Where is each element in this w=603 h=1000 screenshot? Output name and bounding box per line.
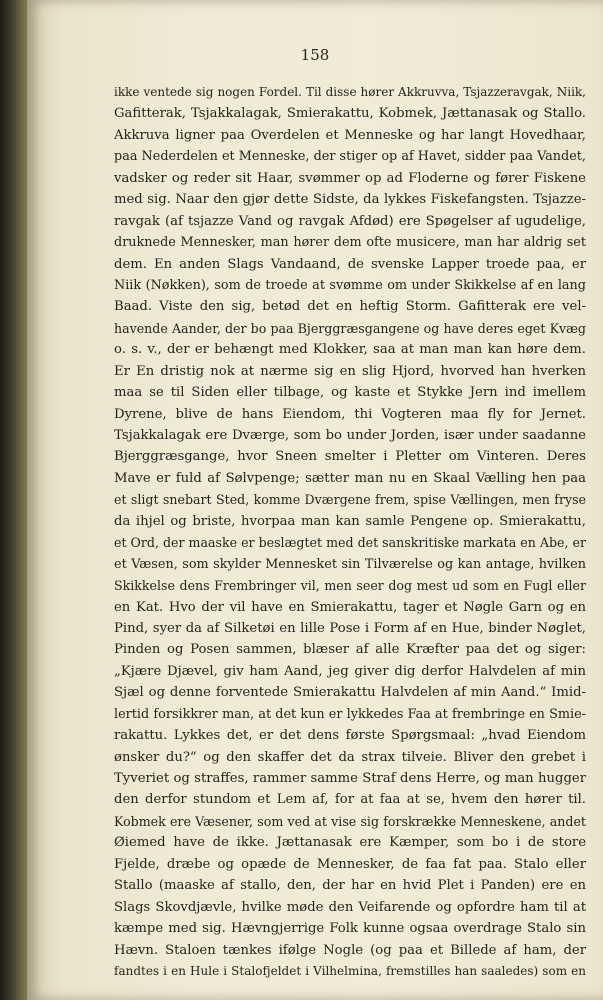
text-line: o. s. v., der er behængt med Klokker, saa at man man kan høre dem. <box>114 342 586 358</box>
text-line: Akkruva ligner paa Overdelen et Menneske og har langt Hovedhaar, <box>114 127 586 143</box>
text-line: da ihjel og briste, hvorpaa man kan samle Pengene op. Smierakattu, <box>114 513 586 529</box>
text-line: et sligt snebart Sted, komme Dværgene frem, spise Vællingen, men fryse <box>114 492 586 508</box>
text-line: Fjelde, dræbe og opæde de Mennesker, de faa fat paa. Stalo eller <box>114 856 586 872</box>
text-line: havende Aander, der bo paa Bjerggræsgangene og have deres eget Kvæg <box>114 320 586 336</box>
text-line: Sjæl og denne forventede Smierakattu Halvdelen af min Aand.“ Imid- <box>114 685 586 701</box>
text-line: Niik (Nøkken), som de troede at svømme om under Skikkelse af en lang <box>114 277 586 293</box>
text-line: ikke ventede sig nogen Fordel. Til disse hører Akkruvva, Tsjazzeravgak, Niik, <box>114 85 586 99</box>
book-binding <box>0 0 30 1000</box>
text-line: Er En dristig nok at nærme sig en slig Hjord, hvorved han hverken <box>114 363 586 379</box>
text-line: Baad. Viste den sig, betød det en heftig Storm. Gafitterak ere vel- <box>114 299 586 315</box>
text-line: ønsker du?“ og den skaffer det da strax tilveie. Bliver den grebet i <box>114 749 586 765</box>
body-text <box>114 82 586 982</box>
text-line: dem. En anden Slags Vandaand, de svenske Lapper troede paa, er <box>114 256 586 272</box>
text-line: „Kjære Djævel, giv ham Aand, jeg giver dig derfor Halvdelen af min <box>114 663 586 679</box>
text-line: et Ord, der maaske er beslægtet med det sanskritiske markata en Abe, er <box>114 535 586 551</box>
text-line: Mave er fuld af Sølvpenge; sætter man nu en Skaal Vælling hen paa <box>114 470 586 486</box>
text-line: med sig. Naar den gjør dette Sidste, da lykkes Fiskefangsten. Tsjazze- <box>114 192 586 208</box>
book-page <box>27 0 603 1000</box>
text-line: maa se til Siden eller tilbage, og kaste et Stykke Jern ind imellem <box>114 385 586 401</box>
text-line: Tsjakkalagak ere Dværge, som bo under Jorden, især under saadanne <box>114 428 586 443</box>
text-line: lertid forsikkrer man, at det kun er lykkedes Faa at frembringe en Smie- <box>114 706 586 722</box>
text-line: Pinden og Posen sammen, blæser af alle Kræfter paa det og siger: <box>114 642 586 658</box>
text-line: paa Nederdelen et Menneske, der stiger op af Havet, sidder paa Vandet, <box>114 149 586 165</box>
text-line: Pind, syer da af Silketøi en lille Pose i Form af en Hue, binder Nøglet, <box>114 620 586 636</box>
text-line: en Kat. Hvo der vil have en Smierakattu, tager et Nøgle Garn og en <box>114 599 586 615</box>
text-line: Skikkelse dens Frembringer vil, men seer dog mest ud som en Fugl eller <box>114 578 586 594</box>
text-line: fandtes i en Hule i Stalofjeldet i Vilhelmina, fremstilles han saaledes) som en <box>114 963 586 978</box>
text-line: Bjerggræsgange, hvor Sneen smelter i Pletter om Vinteren. Deres <box>114 449 586 465</box>
text-line: den derfor stundom et Lem af, for at faa at se, hvem den hører til. <box>114 792 586 808</box>
text-line: Slags Skovdjævle, hvilke møde den Veifarende og opfordre ham til at <box>114 899 586 915</box>
text-line: vadsker og reder sit Haar, svømmer op ad Floderne og fører Fiskene <box>114 170 586 186</box>
text-line: et Væsen, som skylder Mennesket sin Tilværelse og kan antage, hvilken <box>114 556 586 572</box>
text-line: Gafitterak, Tsjakkalagak, Smierakattu, Kobmek, Jættanasak og Stallo. <box>114 106 586 122</box>
text-line: Tyveriet og straffes, rammer samme Straf dens Herre, og man hugger <box>114 771 586 786</box>
page-number: 158 <box>300 46 330 64</box>
text-line: druknede Mennesker, man hører dem ofte musicere, man har aldrig set <box>114 235 586 251</box>
text-line: Hævn. Staloen tænkes ifølge Nogle (og paa et Billede af ham, der <box>114 942 586 958</box>
text-line: Øiemed have de ikke. Jættanasak ere Kæmper, som bo i de store <box>114 835 586 851</box>
text-line: rakattu. Lykkes det, er det dens første Spørgsmaal: „hvad Eiendom <box>114 728 586 744</box>
text-line: kæmpe med sig. Hævngjerrige Folk kunne ogsaa overdrage Stalo sin <box>114 921 586 937</box>
text-line: Kobmek ere Væsener, som ved at vise sig forskrække Menneskene, andet <box>114 813 586 829</box>
text-line: ravgak (af tsjazze Vand og ravgak Afdød) ere Spøgelser af ugudelige, <box>114 213 586 229</box>
text-line: Stallo (maaske af stallo, den, der har en hvid Plet i Panden) ere en <box>114 878 586 894</box>
text-line: Dyrene, blive de hans Eiendom, thi Vogteren maa fly for Jernet. <box>114 406 586 422</box>
